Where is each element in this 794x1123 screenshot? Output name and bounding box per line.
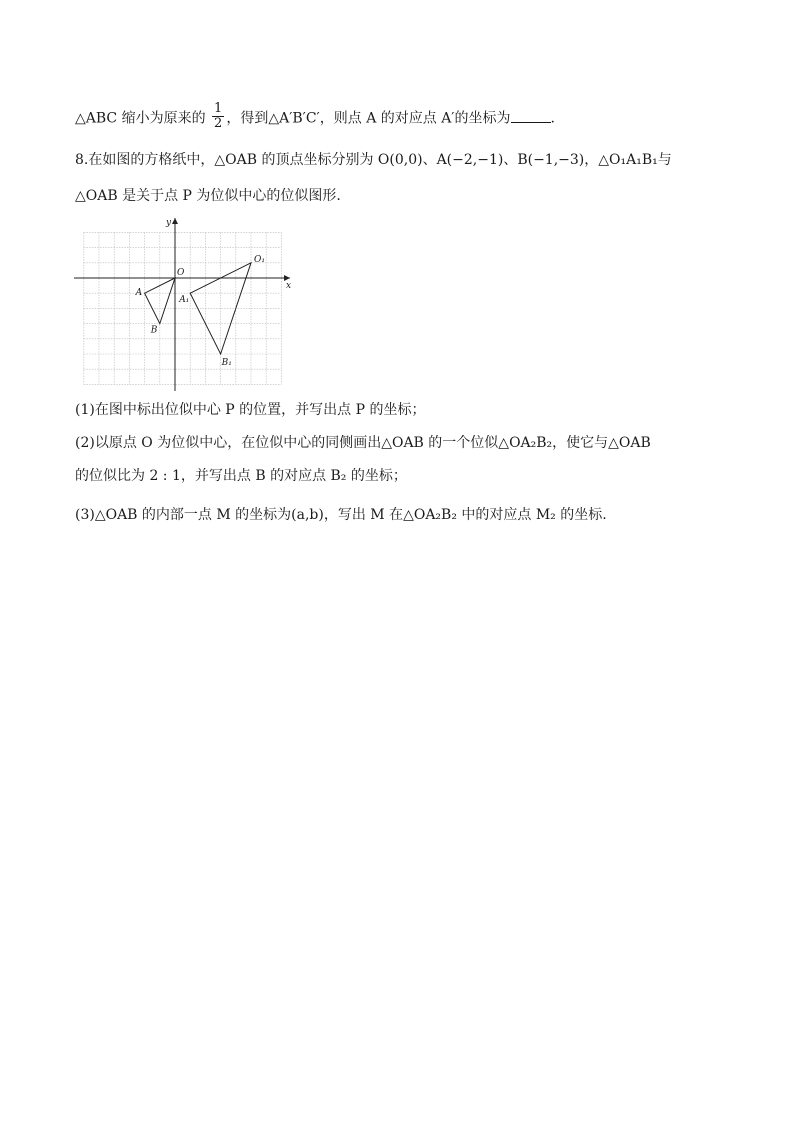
origin-label: O: [177, 268, 185, 278]
fraction-one-half: [212, 102, 224, 131]
coordinate-grid-figure: [72, 215, 294, 393]
y-axis-label: y: [166, 218, 172, 228]
sub-question-2-line-1: (2)以原点 O 为位似中心，在位似中心的同侧画出△OAB 的一个位似△OA₂B₂，使它与△OAB: [75, 435, 651, 451]
question-8-line-1: 8.在如图的方格纸中，△OAB 的顶点坐标分别为 O(0,0)、A(−2,−1)、B(−1,−3)，△O₁A₁B₁与: [75, 152, 672, 168]
point-a1-label: A₁: [179, 295, 190, 306]
sub-question-3: (3)△OAB 的内部一点 M 的坐标为(a,b)，写出 M 在△OA₂B₂ 中的对应点 M₂ 的坐标.: [75, 507, 607, 523]
sub-question-2-line-2: 的位似比为 2 : 1，并写出点 B 的对应点 B₂ 的坐标；: [75, 468, 407, 484]
point-b-label: B: [150, 325, 158, 336]
point-a-label: A: [135, 288, 143, 299]
q7-text-start: △ABC 缩小为原来的: [75, 110, 211, 127]
q7-text-end: .: [550, 110, 555, 127]
grid-lines: [84, 232, 282, 384]
q7-text-rest: ，得到△A′B′C′，则点 A 的对应点 A′的坐标为: [226, 110, 511, 127]
x-axis-label: x: [286, 281, 292, 291]
answer-blank[interactable]: [511, 108, 551, 123]
y-axis-arrow: [172, 218, 178, 224]
sub-question-1: (1)在图中标出位似中心 P 的位置，并写出点 P 的坐标；: [75, 402, 426, 418]
fraction-numerator: 1: [214, 101, 223, 116]
grid-svg: [72, 215, 294, 393]
fraction-denominator: 2: [214, 116, 223, 131]
question-8-line-2: △OAB 是关于点 P 为位似中心的位似图形.: [75, 188, 341, 204]
question-7-tail: [75, 101, 555, 133]
point-b1-label: B₁: [221, 358, 232, 368]
point-o1-label: O₁: [254, 254, 265, 265]
